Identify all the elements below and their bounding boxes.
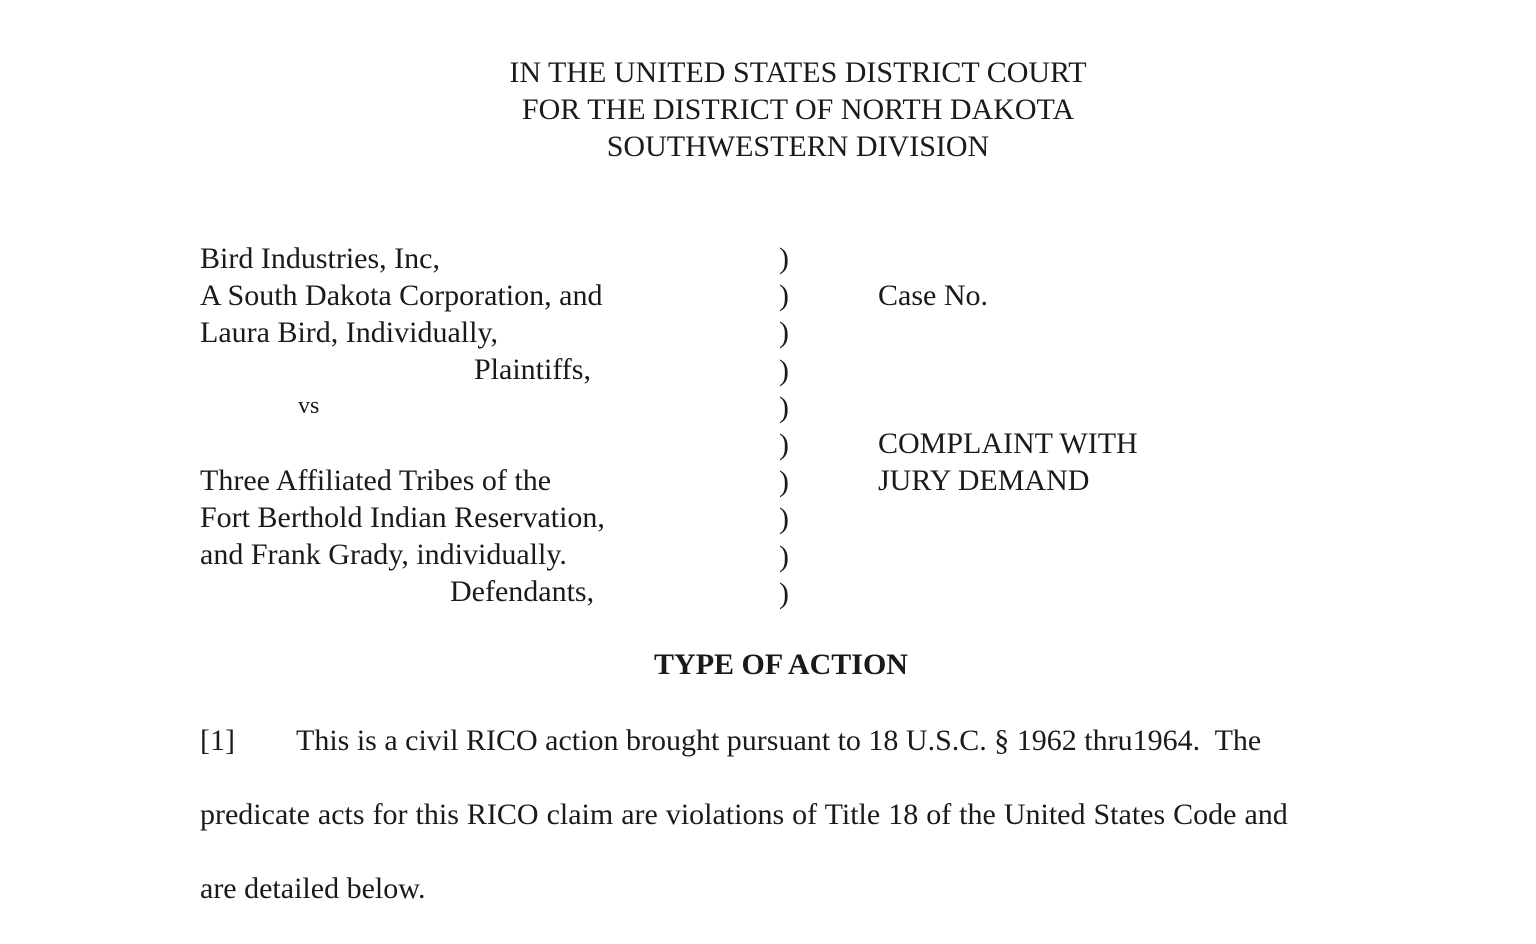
caption-paren: ) [779, 316, 789, 350]
caption-paren: ) [779, 279, 789, 313]
plaintiff-name-line: Laura Bird, Individually, [200, 316, 498, 349]
caption-paren: ) [779, 465, 789, 499]
paragraph-number: [1] [200, 724, 235, 757]
caption-paren: ) [779, 502, 789, 536]
court-division: SOUTHWESTERN DIVISION [606, 130, 990, 163]
caption-divider [779, 240, 789, 612]
plaintiff-name-line: Bird Industries, Inc, [200, 242, 440, 275]
complaint-title-line: COMPLAINT WITH [878, 427, 1138, 460]
party-caption [200, 240, 605, 610]
case-number-label: Case No. [878, 279, 988, 312]
caption-spacer [200, 425, 605, 462]
caption-paren: ) [779, 539, 789, 573]
caption-paren: ) [779, 576, 789, 610]
complaint-title-line: JURY DEMAND [878, 464, 1090, 497]
court-district: FOR THE DISTRICT OF NORTH DAKOTA [521, 93, 1075, 126]
caption-paren: ) [779, 353, 789, 387]
paragraph-line: predicate acts for this RICO claim are violations of Title 18 of the United States Code and [200, 798, 1288, 831]
paragraph-text: This is a civil RICO action brought pursuant to 18 U.S.C. § 1962 thru1964. The [296, 724, 1262, 757]
paragraph-line [200, 722, 1362, 796]
plaintiffs-label: Plaintiffs, [474, 353, 591, 386]
paragraph-line: are detailed below. [200, 872, 426, 905]
defendant-name-line: and Frank Grady, individually. [200, 538, 567, 571]
court-header [0, 54, 1536, 165]
caption-paren: ) [779, 390, 789, 424]
case-info [878, 277, 1138, 499]
court-name: IN THE UNITED STATES DISTRICT COURT [509, 56, 1087, 89]
versus-label: vs [298, 393, 320, 419]
paragraph-1 [200, 722, 1362, 944]
defendants-label: Defendants, [450, 575, 595, 608]
defendant-name-line: Fort Berthold Indian Reservation, [200, 501, 605, 534]
caption-paren: ) [779, 242, 789, 275]
case-info-spacer [878, 314, 1138, 425]
section-heading: TYPE OF ACTION [654, 648, 908, 681]
caption-paren: ) [779, 428, 789, 462]
plaintiff-name-line: A South Dakota Corporation, and [200, 279, 603, 312]
defendant-name-line: Three Affiliated Tribes of the [200, 464, 552, 497]
